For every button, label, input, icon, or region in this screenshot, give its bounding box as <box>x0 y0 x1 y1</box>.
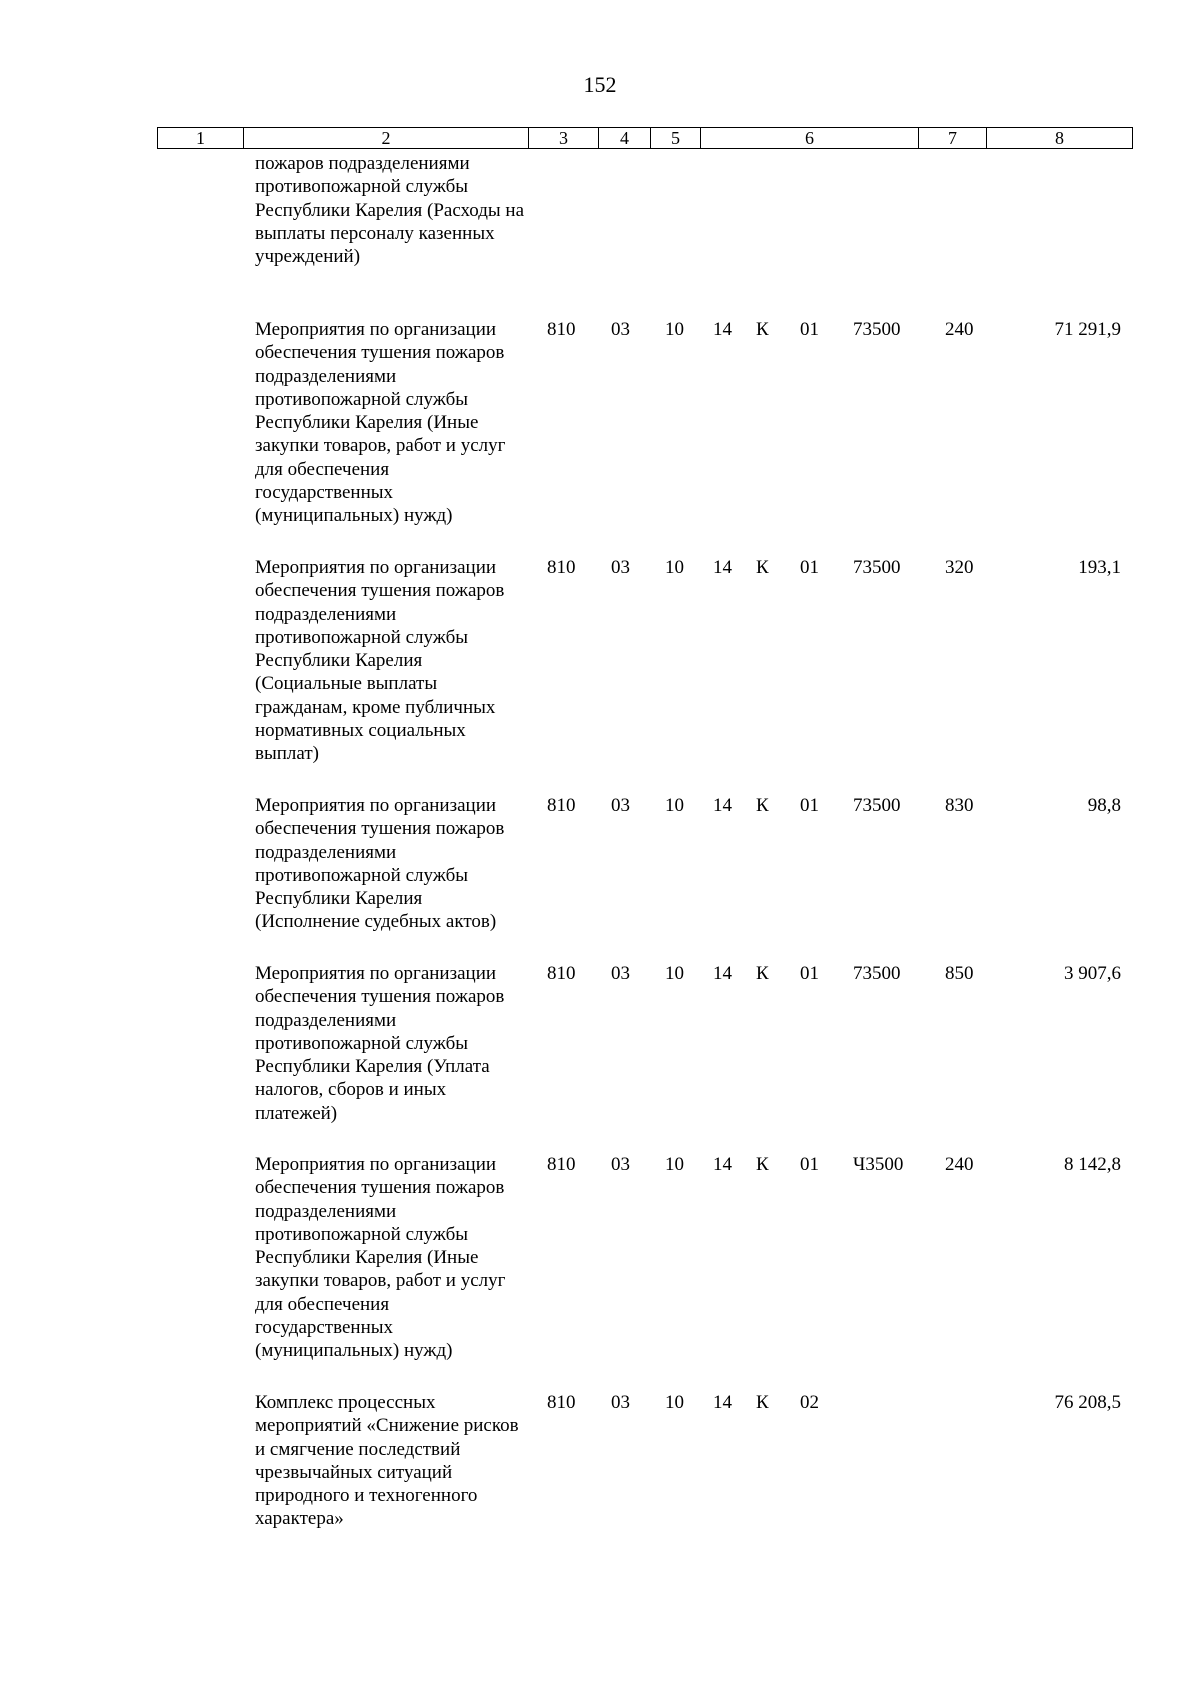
code-col6-part2: К <box>756 557 769 578</box>
code-col6-part4: 73500 <box>853 963 901 984</box>
continuation-description: пожаров подразделениями противопожарной службы Республики Карелия (Расходы на выплаты персоналу казенных учреждений) <box>255 153 525 268</box>
code-col4: 03 <box>611 319 630 340</box>
code-col6-part3: 01 <box>800 1154 819 1175</box>
code-col6-part2: К <box>756 319 769 340</box>
code-col5: 10 <box>665 557 684 578</box>
column-header-6: 6 <box>701 128 919 149</box>
code-col6-part4: 73500 <box>853 557 901 578</box>
code-col7: 240 <box>945 319 974 340</box>
amount: 76 208,5 <box>1054 1392 1121 1413</box>
code-col6-part4: 73500 <box>853 319 901 340</box>
code-col3: 810 <box>547 1154 576 1175</box>
amount: 193,1 <box>1078 557 1121 578</box>
code-col5: 10 <box>665 1392 684 1413</box>
column-header-2: 2 <box>244 128 529 149</box>
code-col7: 850 <box>945 963 974 984</box>
code-col7: 830 <box>945 795 974 816</box>
code-col5: 10 <box>665 319 684 340</box>
column-header-7: 7 <box>919 128 987 149</box>
amount: 3 907,6 <box>1064 963 1121 984</box>
code-col3: 810 <box>547 319 576 340</box>
code-col5: 10 <box>665 795 684 816</box>
code-col6-part3: 02 <box>800 1392 819 1413</box>
code-col6-part2: К <box>756 1154 769 1175</box>
code-col6-part1: 14 <box>713 1154 732 1175</box>
code-col4: 03 <box>611 1154 630 1175</box>
code-col6-part1: 14 <box>713 795 732 816</box>
code-col4: 03 <box>611 795 630 816</box>
code-col6-part4: 73500 <box>853 795 901 816</box>
row-description: Мероприятия по организации обеспечения тушения пожаров подразделениями противопожарной службы Республики Карелия (Социальные выплаты гражданам, кроме публичных нормативных социальных выплат) <box>255 557 505 765</box>
code-col6-part1: 14 <box>713 1392 732 1413</box>
column-header-row <box>157 127 1133 149</box>
code-col6-part2: К <box>756 1392 769 1413</box>
code-col6-part2: К <box>756 795 769 816</box>
column-header-4: 4 <box>599 128 651 149</box>
code-col6-part1: 14 <box>713 557 732 578</box>
code-col4: 03 <box>611 557 630 578</box>
code-col6-part1: 14 <box>713 319 732 340</box>
row-description: Мероприятия по организации обеспечения тушения пожаров подразделениями противопожарной службы Республики Карелия (Иные закупки товаров, работ и услуг для обеспечения государственных (муниципальных) нужд) <box>255 319 506 527</box>
column-header-5: 5 <box>651 128 701 149</box>
code-col6-part3: 01 <box>800 319 819 340</box>
code-col6-part3: 01 <box>800 963 819 984</box>
code-col6-part3: 01 <box>800 557 819 578</box>
row-description: Мероприятия по организации обеспечения тушения пожаров подразделениями противопожарной службы Республики Карелия (Исполнение судебных актов) <box>255 795 505 933</box>
code-col6-part2: К <box>756 963 769 984</box>
code-col3: 810 <box>547 1392 576 1413</box>
code-col6-part3: 01 <box>800 795 819 816</box>
code-col6-part4: Ч3500 <box>853 1154 904 1175</box>
code-col3: 810 <box>547 963 576 984</box>
amount: 8 142,8 <box>1064 1154 1121 1175</box>
column-header-1: 1 <box>158 128 244 149</box>
column-header-3: 3 <box>529 128 599 149</box>
row-description: Мероприятия по организации обеспечения тушения пожаров подразделениями противопожарной службы Республики Карелия (Иные закупки товаров, работ и услуг для обеспечения государственных (муниципальных) нужд) <box>255 1154 506 1362</box>
amount: 98,8 <box>1087 795 1121 816</box>
amount: 71 291,9 <box>1054 319 1121 340</box>
page-number: 152 <box>583 72 617 97</box>
column-header-8: 8 <box>987 128 1133 149</box>
code-col4: 03 <box>611 963 630 984</box>
code-col3: 810 <box>547 795 576 816</box>
code-col7: 320 <box>945 557 974 578</box>
code-col7: 240 <box>945 1154 974 1175</box>
code-col3: 810 <box>547 557 576 578</box>
code-col6-part1: 14 <box>713 963 732 984</box>
code-col5: 10 <box>665 1154 684 1175</box>
code-col4: 03 <box>611 1392 630 1413</box>
row-description: Мероприятия по организации обеспечения тушения пожаров подразделениями противопожарной службы Республики Карелия (Уплата налогов, сборов и иных платежей) <box>255 963 505 1124</box>
row-description: Комплекс процессных мероприятий «Снижение рисков и смягчение последствий чрезвычайных ситуаций природного и техногенного характера» <box>255 1392 519 1530</box>
code-col5: 10 <box>665 963 684 984</box>
